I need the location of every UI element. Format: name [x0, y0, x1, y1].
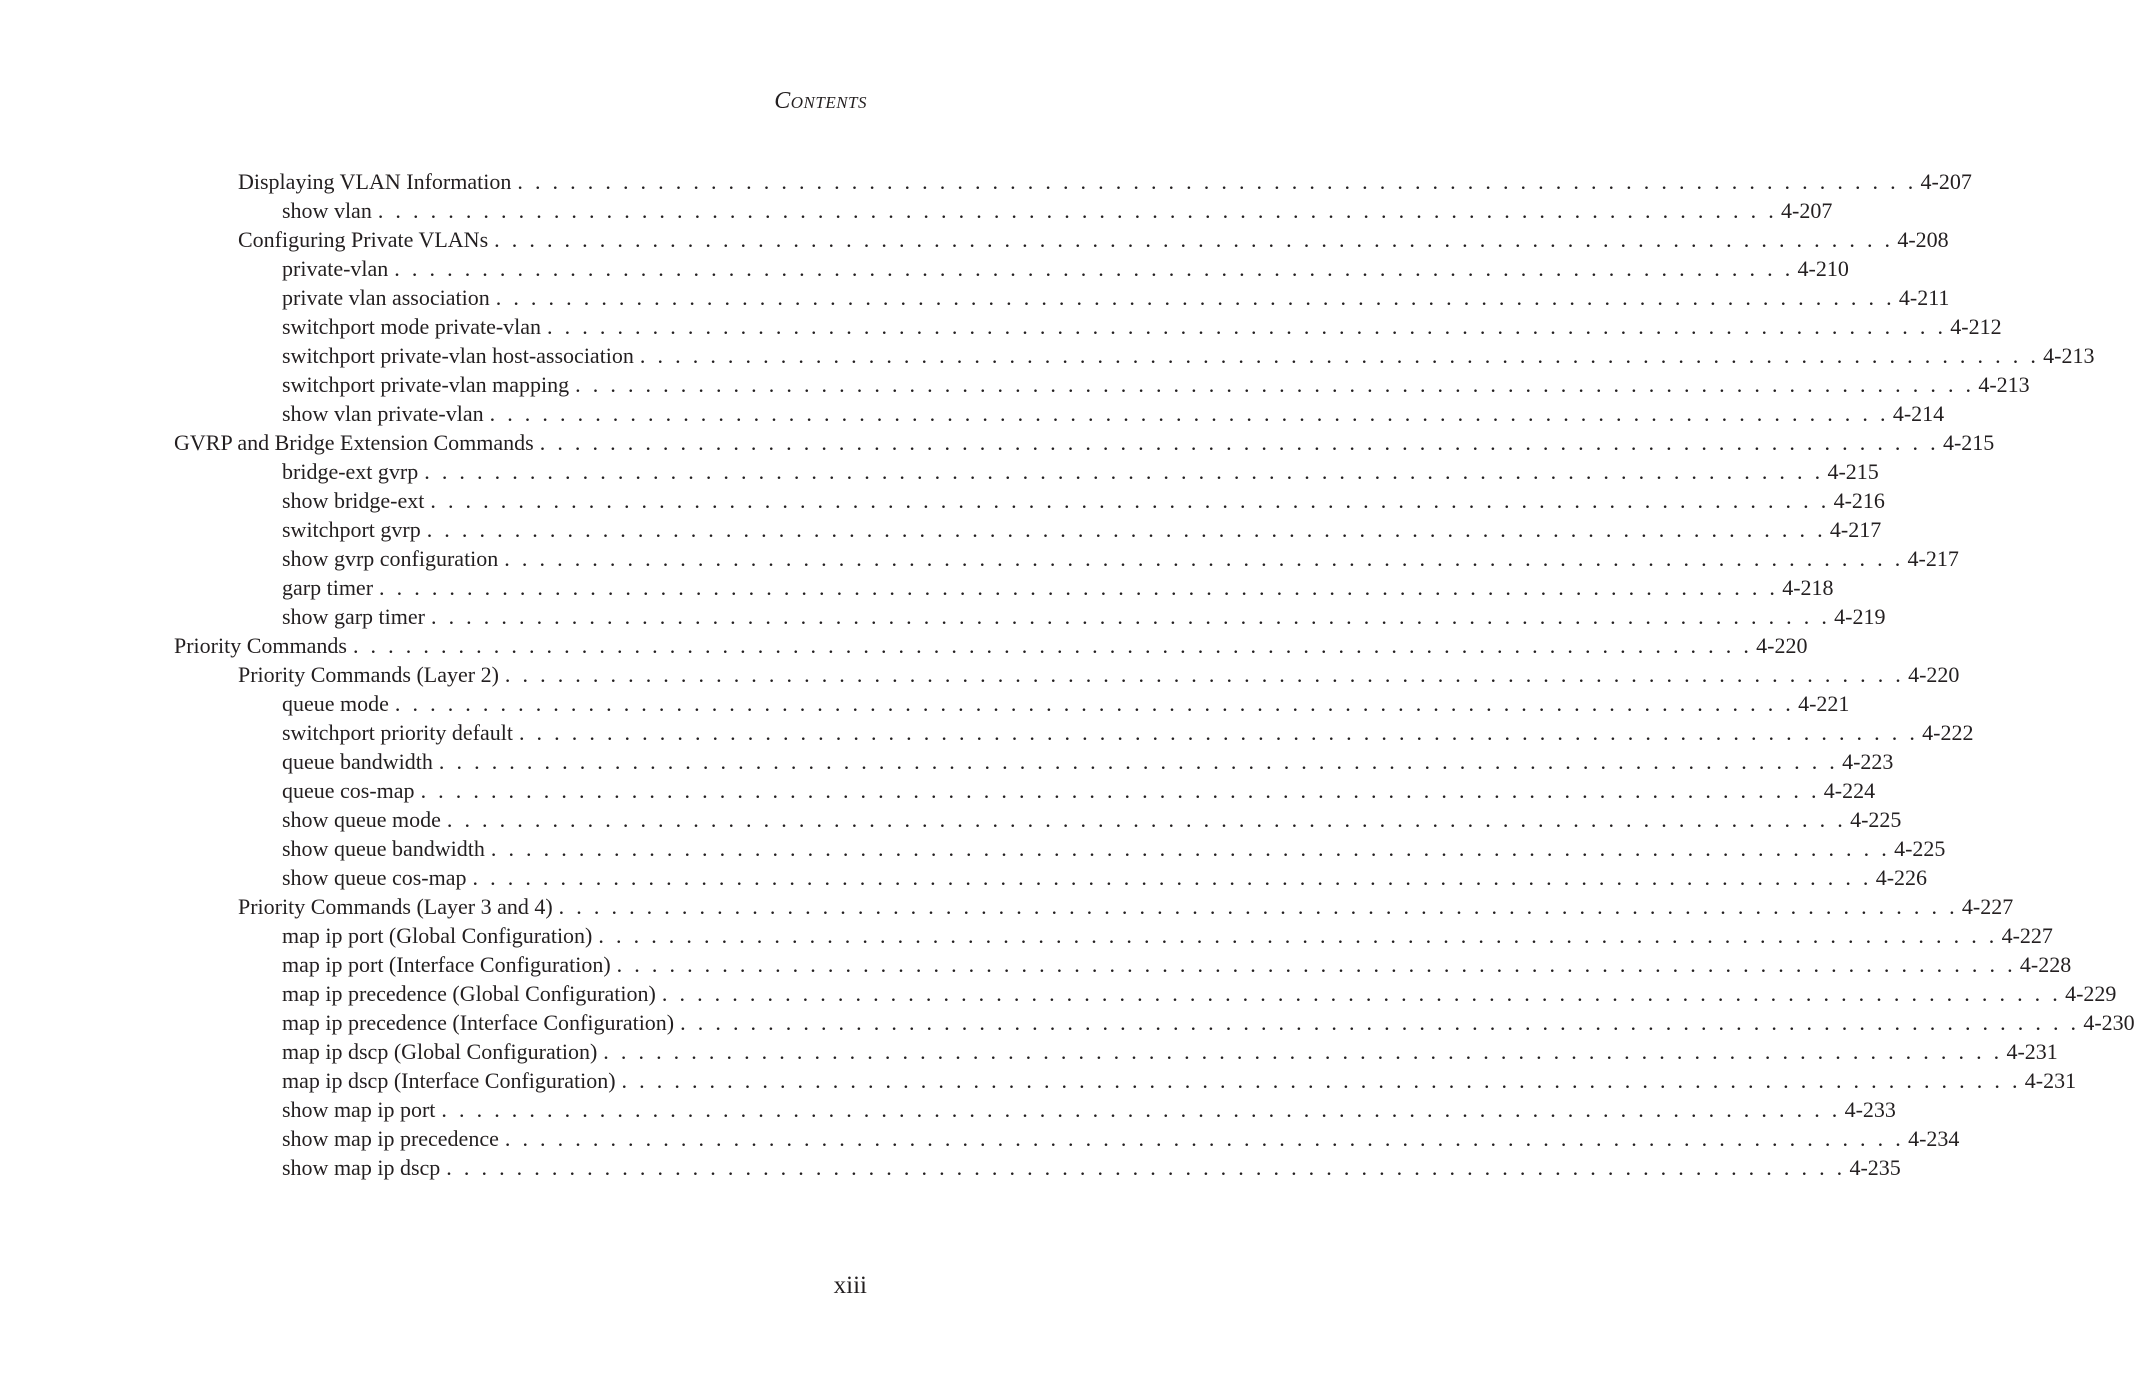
toc-entry-page: 4-210: [1797, 256, 1849, 281]
dot-leader: . . . . . . . . . . . . . . . . . . . . . . . . . . . . . . . . . . . . . . . . . . . . . . . . . . . . . . . . . . . . . . . . . . . . . . . . . . . . . . . .: [424, 459, 1824, 484]
dot-leader: . . . . . . . . . . . . . . . . . . . . . . . . . . . . . . . . . . . . . . . . . . . . . . . . . . . . . . . . . . . . . . . . . . . . . . . . . . . . . . . .: [558, 894, 1958, 919]
toc-entry[interactable]: [282, 341, 2095, 370]
dot-leader: . . . . . . . . . . . . . . . . . . . . . . . . . . . . . . . . . . . . . . . . . . . . . . . . . . . . . . . . . . . . . . . . . . . . . . . . . . . . . . . .: [441, 1097, 1841, 1122]
toc-entry[interactable]: [282, 573, 1834, 602]
toc-entry-title: show bridge-ext: [282, 488, 425, 513]
toc-entry[interactable]: [282, 689, 1850, 718]
dot-leader: . . . . . . . . . . . . . . . . . . . . . . . . . . . . . . . . . . . . . . . . . . . . . . . . . . . . . . . . . . . . . . . . . . . . . . . . . . . . . . . .: [575, 372, 1975, 397]
toc-entry[interactable]: [282, 747, 1894, 776]
toc-entry-title: queue cos-map: [282, 778, 415, 803]
dot-leader: . . . . . . . . . . . . . . . . . . . . . . . . . . . . . . . . . . . . . . . . . . . . . . . . . . . . . . . . . . . . . . . . . . . . . . . . . . . . . . . .: [547, 314, 1947, 339]
toc-entry-title: switchport private-vlan host-association: [282, 343, 634, 368]
toc-entry-title: queue mode: [282, 691, 389, 716]
toc-entry-title: Priority Commands (Layer 3 and 4): [238, 894, 553, 919]
toc-entry-page: 4-230: [2083, 1010, 2135, 1035]
toc-entry-page: 4-208: [1897, 227, 1949, 252]
dot-leader: . . . . . . . . . . . . . . . . . . . . . . . . . . . . . . . . . . . . . . . . . . . . . . . . . . . . . . . . . . . . . . . . . . . . . . . . . . . . . . . .: [504, 546, 1904, 571]
toc-entry-title: Priority Commands: [174, 633, 347, 658]
toc-entry-page: 4-227: [2001, 923, 2053, 948]
dot-leader: . . . . . . . . . . . . . . . . . . . . . . . . . . . . . . . . . . . . . . . . . . . . . . . . . . . . . . . . . . . . . . . . . . . . . . . . . . . . . . . .: [446, 1155, 1846, 1180]
toc-entry[interactable]: [282, 196, 1833, 225]
toc-entry-page: 4-211: [1898, 285, 1950, 310]
toc-entry[interactable]: [282, 776, 1876, 805]
dot-leader: . . . . . . . . . . . . . . . . . . . . . . . . . . . . . . . . . . . . . . . . . . . . . . . . . . . . . . . . . . . . . . . . . . . . . . . . . . . . . . . .: [394, 256, 1794, 281]
toc-entry-page: 4-226: [1875, 865, 1928, 890]
toc-entry-page: 4-233: [1844, 1097, 1896, 1122]
running-header: [774, 88, 867, 115]
toc-entry[interactable]: [282, 312, 2002, 341]
toc-entry[interactable]: [282, 1124, 1960, 1153]
toc-entry-page: 4-219: [1834, 604, 1886, 629]
dot-leader: . . . . . . . . . . . . . . . . . . . . . . . . . . . . . . . . . . . . . . . . . . . . . . . . . . . . . . . . . . . . . . . . . . . . . . . . . . . . . . . .: [426, 517, 1826, 542]
toc-entry-page: 4-220: [1908, 662, 1960, 687]
dot-leader: . . . . . . . . . . . . . . . . . . . . . . . . . . . . . . . . . . . . . . . . . . . . . . . . . . . . . . . . . . . . . . . . . . . . . . . . . . . . . . . .: [616, 952, 2016, 977]
toc-entry[interactable]: [282, 1095, 1896, 1124]
toc-entry[interactable]: [282, 1153, 1901, 1182]
toc-entry[interactable]: [238, 225, 1949, 254]
toc-entry[interactable]: [282, 1037, 2058, 1066]
toc-entry-title: switchport gvrp: [282, 517, 421, 542]
dot-leader: . . . . . . . . . . . . . . . . . . . . . . . . . . . . . . . . . . . . . . . . . . . . . . . . . . . . . . . . . . . . . . . . . . . . . . . . . . . . . . . .: [430, 604, 1831, 629]
page-number: xiii: [833, 1272, 867, 1299]
toc-entry-title: map ip dscp (Interface Configuration): [282, 1068, 616, 1093]
toc-entry[interactable]: [282, 254, 1849, 283]
dot-leader: . . . . . . . . . . . . . . . . . . . . . . . . . . . . . . . . . . . . . . . . . . . . . . . . . . . . . . . . . . . . . . . . . . . . . . . . . . . . . . . .: [420, 778, 1820, 803]
toc-entry-title: map ip port (Interface Configuration): [282, 952, 611, 977]
toc-entry[interactable]: [174, 428, 1995, 457]
dot-leader: . . . . . . . . . . . . . . . . . . . . . . . . . . . . . . . . . . . . . . . . . . . . . . . . . . . . . . . . . . . . . . . . . . . . . . . . . . . . . . . .: [446, 807, 1847, 832]
toc-entry-title: show queue mode: [282, 807, 441, 832]
toc-entry-page: 4-223: [1842, 749, 1894, 774]
toc-entry-title: Priority Commands (Layer 2): [238, 662, 499, 687]
toc-entry[interactable]: [282, 834, 1946, 863]
dot-leader: . . . . . . . . . . . . . . . . . . . . . . . . . . . . . . . . . . . . . . . . . . . . . . . . . . . . . . . . . . . . . . . . . . . . . . . . . . . . . . . .: [379, 575, 1779, 600]
toc-entry-page: 4-227: [1961, 894, 2014, 919]
toc-entry-title: show map ip precedence: [282, 1126, 499, 1151]
toc-entry-title: map ip port (Global Configuration): [282, 923, 593, 948]
toc-entry[interactable]: [282, 399, 1945, 428]
toc-entry-page: 4-213: [1978, 372, 2030, 397]
dot-leader: . . . . . . . . . . . . . . . . . . . . . . . . . . . . . . . . . . . . . . . . . . . . . . . . . . . . . . . . . . . . . . . . . . . . . . . . . . . . . . . .: [489, 401, 1889, 426]
dot-leader: . . . . . . . . . . . . . . . . . . . . . . . . . . . . . . . . . . . . . . . . . . . . . . . . . . . . . . . . . . . . . . . . . . . . . . . . . . . . . . . .: [490, 836, 1891, 861]
toc-entry-page: 4-218: [1782, 575, 1834, 600]
toc-entry[interactable]: [282, 718, 1974, 747]
dot-leader: . . . . . . . . . . . . . . . . . . . . . . . . . . . . . . . . . . . . . . . . . . . . . . . . . . . . . . . . . . . . . . . . . . . . . . . . . . . . . . . .: [639, 343, 2040, 368]
toc-entry-title: show queue bandwidth: [282, 836, 485, 861]
toc-entry-title: switchport private-vlan mapping: [282, 372, 570, 397]
toc-entry[interactable]: [282, 602, 1886, 631]
dot-leader: . . . . . . . . . . . . . . . . . . . . . . . . . . . . . . . . . . . . . . . . . . . . . . . . . . . . . . . . . . . . . . . . . . . . . . . . . . . . . . . .: [539, 430, 1939, 455]
toc-entry[interactable]: [282, 1008, 2135, 1037]
toc-entry[interactable]: [282, 457, 1879, 486]
toc-entry-title: private-vlan: [282, 256, 389, 281]
toc-entry-title: Configuring Private VLANs: [238, 227, 489, 252]
toc-entry-title: map ip precedence (Global Configuration): [282, 981, 656, 1006]
toc-entry[interactable]: [282, 370, 2030, 399]
toc-entry-title: garp timer: [282, 575, 374, 600]
toc-entry-page: 4-234: [1908, 1126, 1960, 1151]
toc-entry[interactable]: [238, 892, 2014, 921]
dot-leader: . . . . . . . . . . . . . . . . . . . . . . . . . . . . . . . . . . . . . . . . . . . . . . . . . . . . . . . . . . . . . . . . . . . . . . . . . . . . . . . .: [504, 662, 1905, 687]
toc-entry-page: 4-225: [1850, 807, 1902, 832]
toc-entry-title: show garp timer: [282, 604, 425, 629]
toc-entry-title: show vlan private-vlan: [282, 401, 484, 426]
toc-entry-page: 4-222: [1922, 720, 1974, 745]
toc-entry[interactable]: [282, 921, 2053, 950]
toc-entry[interactable]: [282, 515, 1882, 544]
toc-entry-page: 4-207: [1920, 169, 1972, 194]
toc-entry-page: 4-207: [1781, 198, 1833, 223]
toc-entry[interactable]: [282, 544, 1959, 573]
dot-leader: . . . . . . . . . . . . . . . . . . . . . . . . . . . . . . . . . . . . . . . . . . . . . . . . . . . . . . . . . . . . . . . . . . . . . . . . . . . . . . . .: [504, 1126, 1905, 1151]
toc-entry-page: 4-215: [1827, 459, 1879, 484]
toc-entry-page: 4-231: [2006, 1039, 2058, 1064]
dot-leader: . . . . . . . . . . . . . . . . . . . . . . . . . . . . . . . . . . . . . . . . . . . . . . . . . . . . . . . . . . . . . . . . . . . . . . . . . . . . . . . .: [661, 981, 2062, 1006]
toc-entry[interactable]: [282, 1066, 2077, 1095]
toc-entry-title: show map ip dscp: [282, 1155, 441, 1180]
toc-entry[interactable]: [282, 863, 1928, 892]
toc-entry-title: show gvrp configuration: [282, 546, 499, 571]
toc-entry-title: GVRP and Bridge Extension Commands: [174, 430, 534, 455]
toc-entry-page: 4-217: [1829, 517, 1882, 542]
toc-entry-title: bridge-ext gvrp: [282, 459, 419, 484]
toc-entry[interactable]: [174, 631, 1808, 660]
toc-entry-page: 4-213: [2043, 343, 2095, 368]
toc-entry-title: private vlan association: [282, 285, 490, 310]
running-header-rest: ONTENTS: [790, 93, 867, 112]
toc-entry-page: 4-212: [1950, 314, 2002, 339]
dot-leader: . . . . . . . . . . . . . . . . . . . . . . . . . . . . . . . . . . . . . . . . . . . . . . . . . . . . . . . . . . . . . . . . . . . . . . . . . . . . . . . .: [518, 720, 1919, 745]
toc-entry-page: 4-225: [1894, 836, 1946, 861]
running-header-initial: C: [774, 88, 791, 114]
toc-entry[interactable]: [238, 167, 1972, 196]
toc-entry[interactable]: [282, 283, 1950, 312]
toc-entry-page: 4-217: [1907, 546, 1959, 571]
toc-entry-title: map ip dscp (Global Configuration): [282, 1039, 598, 1064]
toc-entry-title: map ip precedence (Interface Configuration): [282, 1010, 675, 1035]
dot-leader: . . . . . . . . . . . . . . . . . . . . . . . . . . . . . . . . . . . . . . . . . . . . . . . . . . . . . . . . . . . . . . . . . . . . . . . . . . . . . . . .: [517, 169, 1917, 194]
dot-leader: . . . . . . . . . . . . . . . . . . . . . . . . . . . . . . . . . . . . . . . . . . . . . . . . . . . . . . . . . . . . . . . . . . . . . . . . . . . . . . . .: [495, 285, 1895, 310]
toc-entry-title: show queue cos-map: [282, 865, 467, 890]
dot-leader: . . . . . . . . . . . . . . . . . . . . . . . . . . . . . . . . . . . . . . . . . . . . . . . . . . . . . . . . . . . . . . . . . . . . . . . . . . . . . . . .: [494, 227, 1894, 252]
toc-entry-title: switchport priority default: [282, 720, 513, 745]
toc-entry[interactable]: [282, 805, 1902, 834]
dot-leader: . . . . . . . . . . . . . . . . . . . . . . . . . . . . . . . . . . . . . . . . . . . . . . . . . . . . . . . . . . . . . . . . . . . . . . . . . . . . . . . .: [621, 1068, 2021, 1093]
toc-entry-page: 4-231: [2024, 1068, 2077, 1093]
dot-leader: . . . . . . . . . . . . . . . . . . . . . . . . . . . . . . . . . . . . . . . . . . . . . . . . . . . . . . . . . . . . . . . . . . . . . . . . . . . . . . . .: [438, 749, 1839, 774]
toc-entry-page: 4-235: [1849, 1155, 1901, 1180]
toc-entry-page: 4-229: [2065, 981, 2117, 1006]
toc-entry-title: switchport mode private-vlan: [282, 314, 542, 339]
toc-entry-title: Displaying VLAN Information: [238, 169, 512, 194]
toc-entry-title: show vlan: [282, 198, 372, 223]
toc-entry-page: 4-228: [2019, 952, 2072, 977]
dot-leader: . . . . . . . . . . . . . . . . . . . . . . . . . . . . . . . . . . . . . . . . . . . . . . . . . . . . . . . . . . . . . . . . . . . . . . . . . . . . . . . .: [603, 1039, 2003, 1064]
toc-entry-page: 4-224: [1823, 778, 1876, 803]
toc-entry-page: 4-216: [1833, 488, 1885, 513]
toc-entry-page: 4-221: [1798, 691, 1850, 716]
dot-leader: . . . . . . . . . . . . . . . . . . . . . . . . . . . . . . . . . . . . . . . . . . . . . . . . . . . . . . . . . . . . . . . . . . . . . . . . . . . . . . . .: [472, 865, 1872, 890]
toc-entry-page: 4-214: [1892, 401, 1945, 426]
dot-leader: . . . . . . . . . . . . . . . . . . . . . . . . . . . . . . . . . . . . . . . . . . . . . . . . . . . . . . . . . . . . . . . . . . . . . . . . . . . . . . . .: [377, 198, 1778, 223]
dot-leader: . . . . . . . . . . . . . . . . . . . . . . . . . . . . . . . . . . . . . . . . . . . . . . . . . . . . . . . . . . . . . . . . . . . . . . . . . . . . . . . .: [598, 923, 1998, 948]
dot-leader: . . . . . . . . . . . . . . . . . . . . . . . . . . . . . . . . . . . . . . . . . . . . . . . . . . . . . . . . . . . . . . . . . . . . . . . . . . . . . . . .: [430, 488, 1830, 513]
toc-entry[interactable]: [238, 660, 1960, 689]
dot-leader: . . . . . . . . . . . . . . . . . . . . . . . . . . . . . . . . . . . . . . . . . . . . . . . . . . . . . . . . . . . . . . . . . . . . . . . . . . . . . . . .: [394, 691, 1795, 716]
toc-entry-page: 4-215: [1942, 430, 1995, 455]
toc-entry-page: 4-220: [1756, 633, 1808, 658]
dot-leader: . . . . . . . . . . . . . . . . . . . . . . . . . . . . . . . . . . . . . . . . . . . . . . . . . . . . . . . . . . . . . . . . . . . . . . . . . . . . . . . .: [352, 633, 1753, 658]
toc-entry[interactable]: [282, 486, 1885, 515]
dot-leader: . . . . . . . . . . . . . . . . . . . . . . . . . . . . . . . . . . . . . . . . . . . . . . . . . . . . . . . . . . . . . . . . . . . . . . . . . . . . . . . .: [680, 1010, 2080, 1035]
toc-entry-title: show map ip port: [282, 1097, 436, 1122]
toc-entry[interactable]: [282, 979, 2117, 1008]
toc-entry[interactable]: [282, 950, 2072, 979]
toc-entry-title: queue bandwidth: [282, 749, 433, 774]
